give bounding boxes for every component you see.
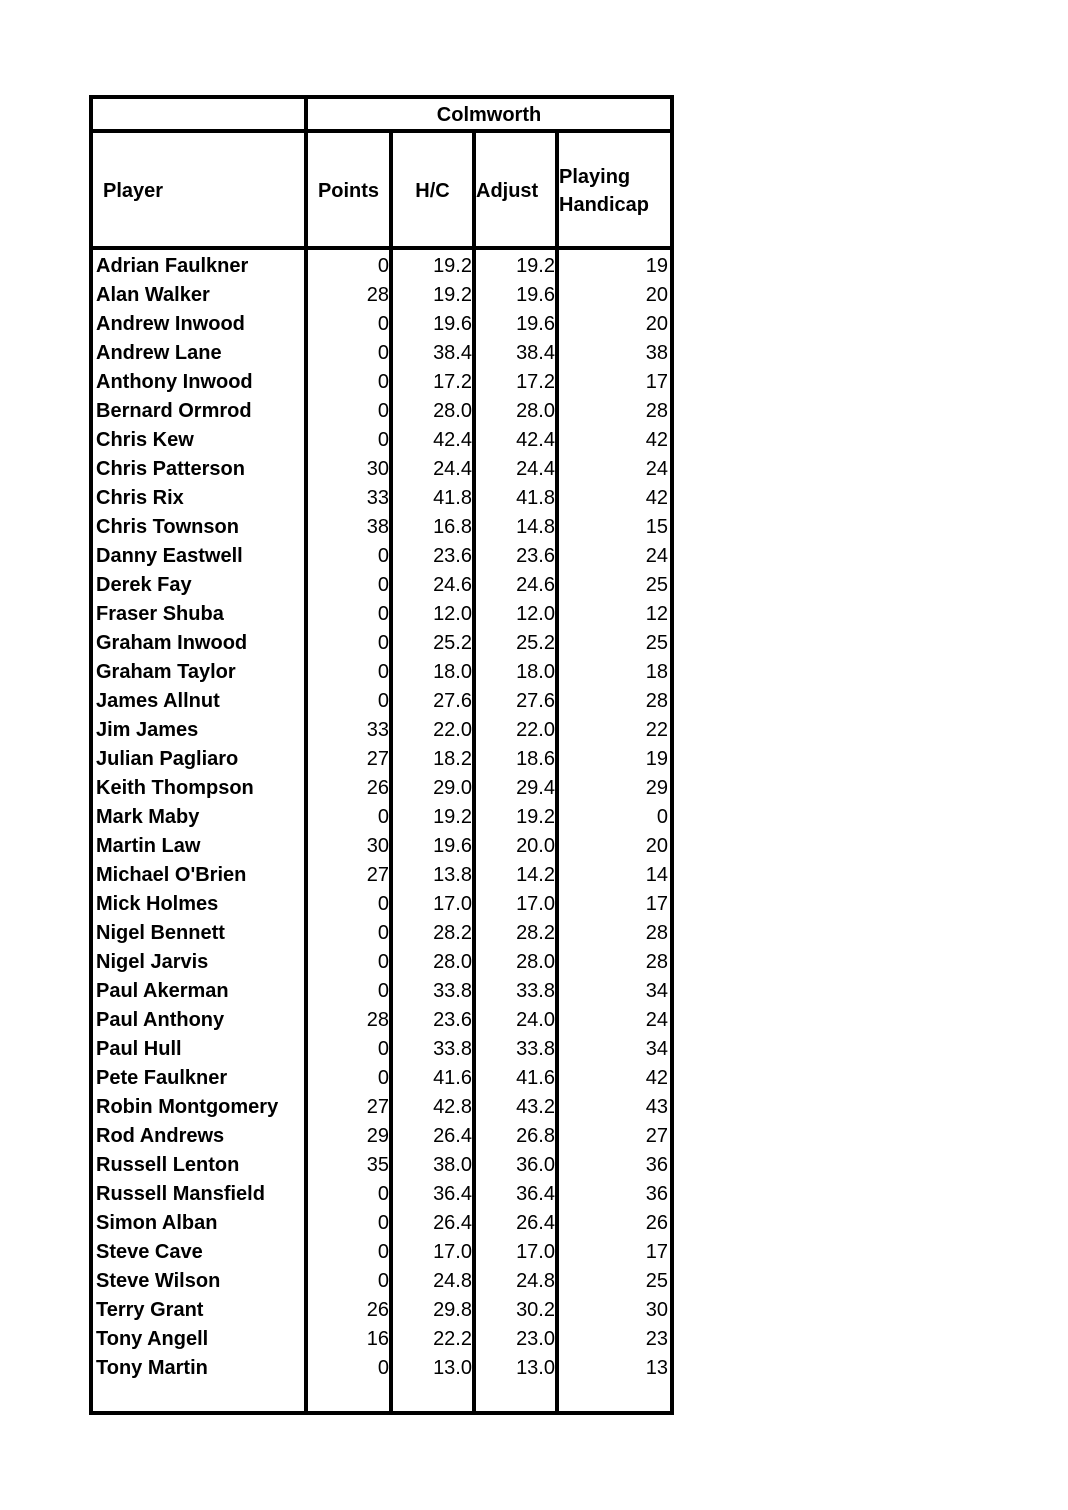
playing-handicap-value: 17 bbox=[645, 1241, 668, 1263]
points-value: 27 bbox=[366, 748, 389, 770]
playing-handicap-value: 28 bbox=[645, 951, 668, 973]
table-row bbox=[93, 1209, 670, 1238]
player-name: Russell Mansfield bbox=[96, 1183, 265, 1205]
player-name: Paul Anthony bbox=[96, 1009, 225, 1031]
player-name: Derek Fay bbox=[96, 574, 192, 596]
hc-value: 17.0 bbox=[433, 893, 472, 915]
table-row bbox=[93, 1006, 670, 1035]
adjust-value: 18.0 bbox=[516, 661, 555, 683]
adjust-value: 33.8 bbox=[516, 1038, 555, 1060]
playing-handicap-value: 25 bbox=[645, 632, 668, 654]
table-row bbox=[93, 1093, 670, 1122]
playing-handicap-value: 20 bbox=[645, 313, 668, 335]
adjust-value: 33.8 bbox=[516, 980, 555, 1002]
playing-handicap-value: 28 bbox=[645, 922, 668, 944]
player-name: Andrew Lane bbox=[96, 342, 222, 364]
player-name: Graham Taylor bbox=[96, 661, 236, 683]
player-name: Martin Law bbox=[96, 835, 201, 857]
table-row bbox=[93, 1035, 670, 1064]
player-name: Anthony Inwood bbox=[96, 371, 253, 393]
hc-value: 25.2 bbox=[433, 632, 472, 654]
adjust-value: 13.0 bbox=[516, 1357, 555, 1379]
table-row bbox=[93, 310, 670, 339]
points-value: 0 bbox=[377, 980, 389, 1002]
points-value: 0 bbox=[377, 922, 389, 944]
playing-handicap-value: 24 bbox=[645, 545, 668, 567]
hc-value: 38.0 bbox=[433, 1154, 472, 1176]
player-name: Russell Lenton bbox=[96, 1154, 240, 1176]
hc-value: 24.8 bbox=[433, 1270, 472, 1292]
points-value: 0 bbox=[377, 1183, 389, 1205]
player-name: James Allnut bbox=[96, 690, 220, 712]
course-header-rule bbox=[93, 129, 670, 133]
playing-handicap-value: 26 bbox=[645, 1212, 668, 1234]
points-value: 0 bbox=[377, 806, 389, 828]
player-name: Rod Andrews bbox=[96, 1125, 225, 1147]
playing-handicap-value: 42 bbox=[645, 429, 668, 451]
points-value: 0 bbox=[377, 429, 389, 451]
table-row bbox=[93, 716, 670, 745]
points-value: 28 bbox=[366, 284, 389, 306]
table-row bbox=[93, 890, 670, 919]
points-value: 0 bbox=[377, 371, 389, 393]
table-row bbox=[93, 513, 670, 542]
player-name: Chris Kew bbox=[96, 429, 194, 451]
header-hc: H/C bbox=[415, 180, 450, 202]
table-row bbox=[93, 774, 670, 803]
playing-handicap-value: 28 bbox=[645, 400, 668, 422]
table-row bbox=[93, 1180, 670, 1209]
player-name: Julian Pagliaro bbox=[96, 748, 239, 770]
playing-handicap-value: 25 bbox=[645, 574, 668, 596]
hc-value: 28.0 bbox=[433, 951, 472, 973]
player-name: Nigel Jarvis bbox=[96, 951, 209, 973]
hc-value: 13.8 bbox=[433, 864, 472, 886]
points-value: 0 bbox=[377, 661, 389, 683]
playing-handicap-value: 18 bbox=[645, 661, 668, 683]
adjust-value: 38.4 bbox=[516, 342, 555, 364]
adjust-value: 25.2 bbox=[516, 632, 555, 654]
table-row bbox=[93, 252, 670, 281]
hc-value: 17.0 bbox=[433, 1241, 472, 1263]
hc-value: 17.2 bbox=[433, 371, 472, 393]
player-name: Simon Alban bbox=[96, 1212, 218, 1234]
hc-value: 41.8 bbox=[433, 487, 472, 509]
points-value: 0 bbox=[377, 951, 389, 973]
hc-value: 24.6 bbox=[433, 574, 472, 596]
adjust-value: 42.4 bbox=[516, 429, 555, 451]
header-adjust: Adjust bbox=[476, 180, 539, 202]
points-value: 30 bbox=[366, 458, 389, 480]
points-value: 33 bbox=[366, 487, 389, 509]
adjust-value: 24.0 bbox=[516, 1009, 555, 1031]
playing-handicap-value: 38 bbox=[645, 342, 668, 364]
playing-handicap-value: 13 bbox=[645, 1357, 668, 1379]
adjust-value: 23.6 bbox=[516, 545, 555, 567]
hc-value: 29.0 bbox=[433, 777, 472, 799]
player-name: Paul Akerman bbox=[96, 980, 229, 1002]
adjust-value: 19.2 bbox=[516, 255, 555, 277]
player-name: Michael O'Brien bbox=[96, 864, 247, 886]
playing-handicap-value: 20 bbox=[645, 835, 668, 857]
points-value: 0 bbox=[377, 690, 389, 712]
header-points: Points bbox=[317, 180, 380, 202]
hc-value: 13.0 bbox=[433, 1357, 472, 1379]
adjust-value: 28.0 bbox=[516, 951, 555, 973]
hc-value: 28.0 bbox=[433, 400, 472, 422]
playing-handicap-value: 36 bbox=[645, 1183, 668, 1205]
player-name: Terry Grant bbox=[96, 1299, 204, 1321]
playing-handicap-value: 42 bbox=[645, 1067, 668, 1089]
hc-value: 12.0 bbox=[433, 603, 472, 625]
table-row bbox=[93, 600, 670, 629]
points-value: 0 bbox=[377, 1241, 389, 1263]
table-row bbox=[93, 281, 670, 310]
playing-handicap-value: 36 bbox=[645, 1154, 668, 1176]
table-row bbox=[93, 745, 670, 774]
adjust-value: 20.0 bbox=[516, 835, 555, 857]
points-value: 0 bbox=[377, 545, 389, 567]
hc-value: 42.8 bbox=[433, 1096, 472, 1118]
adjust-value: 28.2 bbox=[516, 922, 555, 944]
playing-handicap-value: 14 bbox=[645, 864, 668, 886]
playing-handicap-value: 20 bbox=[645, 284, 668, 306]
player-name: Fraser Shuba bbox=[96, 603, 224, 625]
playing-handicap-value: 29 bbox=[645, 777, 668, 799]
player-name: Bernard Ormrod bbox=[96, 400, 252, 422]
points-value: 0 bbox=[377, 255, 389, 277]
player-name: Tony Angell bbox=[96, 1328, 209, 1350]
hc-value: 19.2 bbox=[433, 255, 472, 277]
points-value: 27 bbox=[366, 1096, 389, 1118]
playing-handicap-value: 43 bbox=[645, 1096, 668, 1118]
hc-value: 16.8 bbox=[433, 516, 472, 538]
table-row bbox=[93, 1296, 670, 1325]
table-row bbox=[93, 977, 670, 1006]
points-value: 38 bbox=[366, 516, 389, 538]
hc-value: 29.8 bbox=[433, 1299, 472, 1321]
playing-handicap-value: 24 bbox=[645, 458, 668, 480]
playing-handicap-value: 23 bbox=[645, 1328, 668, 1350]
playing-handicap-value: 30 bbox=[645, 1299, 668, 1321]
player-name: Alan Walker bbox=[96, 284, 210, 306]
playing-handicap-value: 0 bbox=[656, 806, 668, 828]
adjust-value: 26.8 bbox=[516, 1125, 555, 1147]
adjust-value: 24.6 bbox=[516, 574, 555, 596]
adjust-value: 17.0 bbox=[516, 893, 555, 915]
points-value: 0 bbox=[377, 400, 389, 422]
playing-handicap-value: 22 bbox=[645, 719, 668, 741]
handicap-table bbox=[89, 95, 674, 1415]
playing-handicap-value: 19 bbox=[645, 748, 668, 770]
points-value: 30 bbox=[366, 835, 389, 857]
table-row bbox=[93, 1267, 670, 1296]
adjust-value: 24.4 bbox=[516, 458, 555, 480]
table-row bbox=[93, 948, 670, 977]
hc-value: 23.6 bbox=[433, 1009, 472, 1031]
playing-handicap-value: 12 bbox=[645, 603, 668, 625]
table-row bbox=[93, 919, 670, 948]
adjust-value: 19.2 bbox=[516, 806, 555, 828]
hc-value: 26.4 bbox=[433, 1212, 472, 1234]
hc-value: 42.4 bbox=[433, 429, 472, 451]
hc-value: 19.6 bbox=[433, 313, 472, 335]
player-name: Chris Patterson bbox=[96, 458, 245, 480]
hc-value: 36.4 bbox=[433, 1183, 472, 1205]
player-name: Tony Martin bbox=[96, 1357, 208, 1379]
adjust-value: 28.0 bbox=[516, 400, 555, 422]
hc-value: 18.2 bbox=[433, 748, 472, 770]
player-name: Nigel Bennett bbox=[96, 922, 225, 944]
adjust-value: 27.6 bbox=[516, 690, 555, 712]
playing-handicap-value: 19 bbox=[645, 255, 668, 277]
column-header-rule bbox=[93, 246, 670, 250]
playing-handicap-value: 28 bbox=[645, 690, 668, 712]
adjust-value: 30.2 bbox=[516, 1299, 555, 1321]
points-value: 35 bbox=[366, 1154, 389, 1176]
adjust-value: 19.6 bbox=[516, 313, 555, 335]
playing-handicap-value: 34 bbox=[645, 1038, 668, 1060]
points-value: 33 bbox=[366, 719, 389, 741]
points-value: 0 bbox=[377, 342, 389, 364]
table-row bbox=[93, 861, 670, 890]
playing-handicap-value: 17 bbox=[645, 371, 668, 393]
adjust-value: 23.0 bbox=[516, 1328, 555, 1350]
adjust-value: 24.8 bbox=[516, 1270, 555, 1292]
adjust-value: 41.8 bbox=[516, 487, 555, 509]
hc-value: 23.6 bbox=[433, 545, 472, 567]
adjust-value: 19.6 bbox=[516, 284, 555, 306]
points-value: 0 bbox=[377, 893, 389, 915]
hc-value: 22.2 bbox=[433, 1328, 472, 1350]
player-name: Adrian Faulkner bbox=[96, 255, 249, 277]
player-name: Andrew Inwood bbox=[96, 313, 245, 335]
table-row bbox=[93, 658, 670, 687]
table-row bbox=[93, 542, 670, 571]
hc-value: 33.8 bbox=[433, 980, 472, 1002]
hc-value: 19.2 bbox=[433, 806, 472, 828]
playing-handicap-value: 15 bbox=[645, 516, 668, 538]
playing-handicap-value: 42 bbox=[645, 487, 668, 509]
player-name: Mark Maby bbox=[96, 806, 200, 828]
player-name: Chris Rix bbox=[96, 487, 184, 509]
points-value: 0 bbox=[377, 1357, 389, 1379]
adjust-value: 18.6 bbox=[516, 748, 555, 770]
player-name: Danny Eastwell bbox=[96, 545, 243, 567]
course-title: Colmworth bbox=[436, 104, 542, 126]
points-value: 0 bbox=[377, 1038, 389, 1060]
adjust-value: 36.4 bbox=[516, 1183, 555, 1205]
hc-value: 33.8 bbox=[433, 1038, 472, 1060]
table-row bbox=[93, 1238, 670, 1267]
hc-value: 19.2 bbox=[433, 284, 472, 306]
player-name: Steve Cave bbox=[96, 1241, 203, 1263]
player-name: Chris Townson bbox=[96, 516, 239, 538]
playing-handicap-value: 25 bbox=[645, 1270, 668, 1292]
points-value: 16 bbox=[366, 1328, 389, 1350]
points-value: 29 bbox=[366, 1125, 389, 1147]
points-value: 28 bbox=[366, 1009, 389, 1031]
header-player: Player bbox=[103, 180, 164, 202]
player-name: Jim James bbox=[96, 719, 199, 741]
hc-value: 19.6 bbox=[433, 835, 472, 857]
playing-handicap-value: 27 bbox=[645, 1125, 668, 1147]
table-row bbox=[93, 1325, 670, 1354]
adjust-value: 14.2 bbox=[516, 864, 555, 886]
adjust-value: 26.4 bbox=[516, 1212, 555, 1234]
player-name: Graham Inwood bbox=[96, 632, 248, 654]
playing-handicap-value: 17 bbox=[645, 893, 668, 915]
points-value: 27 bbox=[366, 864, 389, 886]
hc-value: 41.6 bbox=[433, 1067, 472, 1089]
header-playing-line2: Handicap bbox=[559, 194, 650, 216]
player-name: Mick Holmes bbox=[96, 893, 219, 915]
table-row bbox=[93, 1354, 670, 1383]
hc-value: 27.6 bbox=[433, 690, 472, 712]
points-value: 26 bbox=[366, 1299, 389, 1321]
table-row bbox=[93, 803, 670, 832]
points-value: 0 bbox=[377, 1212, 389, 1234]
table-row bbox=[93, 368, 670, 397]
header-playing-line1: Playing bbox=[559, 166, 631, 188]
adjust-value: 14.8 bbox=[516, 516, 555, 538]
playing-handicap-value: 24 bbox=[645, 1009, 668, 1031]
table-row bbox=[93, 832, 670, 861]
table-row bbox=[93, 397, 670, 426]
table-row bbox=[93, 629, 670, 658]
hc-value: 22.0 bbox=[433, 719, 472, 741]
player-name: Steve Wilson bbox=[96, 1270, 221, 1292]
table-row bbox=[93, 1151, 670, 1180]
adjust-value: 29.4 bbox=[516, 777, 555, 799]
table-row bbox=[93, 455, 670, 484]
hc-value: 26.4 bbox=[433, 1125, 472, 1147]
adjust-value: 22.0 bbox=[516, 719, 555, 741]
adjust-value: 43.2 bbox=[516, 1096, 555, 1118]
table-row bbox=[93, 339, 670, 368]
table-row bbox=[93, 687, 670, 716]
points-value: 0 bbox=[377, 1270, 389, 1292]
table-body bbox=[93, 252, 670, 1383]
table-row bbox=[93, 484, 670, 513]
playing-handicap-value: 34 bbox=[645, 980, 668, 1002]
adjust-value: 17.0 bbox=[516, 1241, 555, 1263]
hc-value: 28.2 bbox=[433, 922, 472, 944]
player-name: Keith Thompson bbox=[96, 777, 254, 799]
points-value: 0 bbox=[377, 1067, 389, 1089]
table-row bbox=[93, 571, 670, 600]
hc-value: 18.0 bbox=[433, 661, 472, 683]
points-value: 0 bbox=[377, 632, 389, 654]
player-name: Paul Hull bbox=[96, 1038, 182, 1060]
hc-value: 24.4 bbox=[433, 458, 472, 480]
table-row bbox=[93, 426, 670, 455]
hc-value: 38.4 bbox=[433, 342, 472, 364]
adjust-value: 12.0 bbox=[516, 603, 555, 625]
table-row bbox=[93, 1122, 670, 1151]
points-value: 0 bbox=[377, 574, 389, 596]
player-name: Robin Montgomery bbox=[96, 1096, 279, 1118]
points-value: 0 bbox=[377, 603, 389, 625]
points-value: 26 bbox=[366, 777, 389, 799]
adjust-value: 41.6 bbox=[516, 1067, 555, 1089]
adjust-value: 17.2 bbox=[516, 371, 555, 393]
table-row bbox=[93, 1064, 670, 1093]
player-name: Pete Faulkner bbox=[96, 1067, 228, 1089]
adjust-value: 36.0 bbox=[516, 1154, 555, 1176]
points-value: 0 bbox=[377, 313, 389, 335]
